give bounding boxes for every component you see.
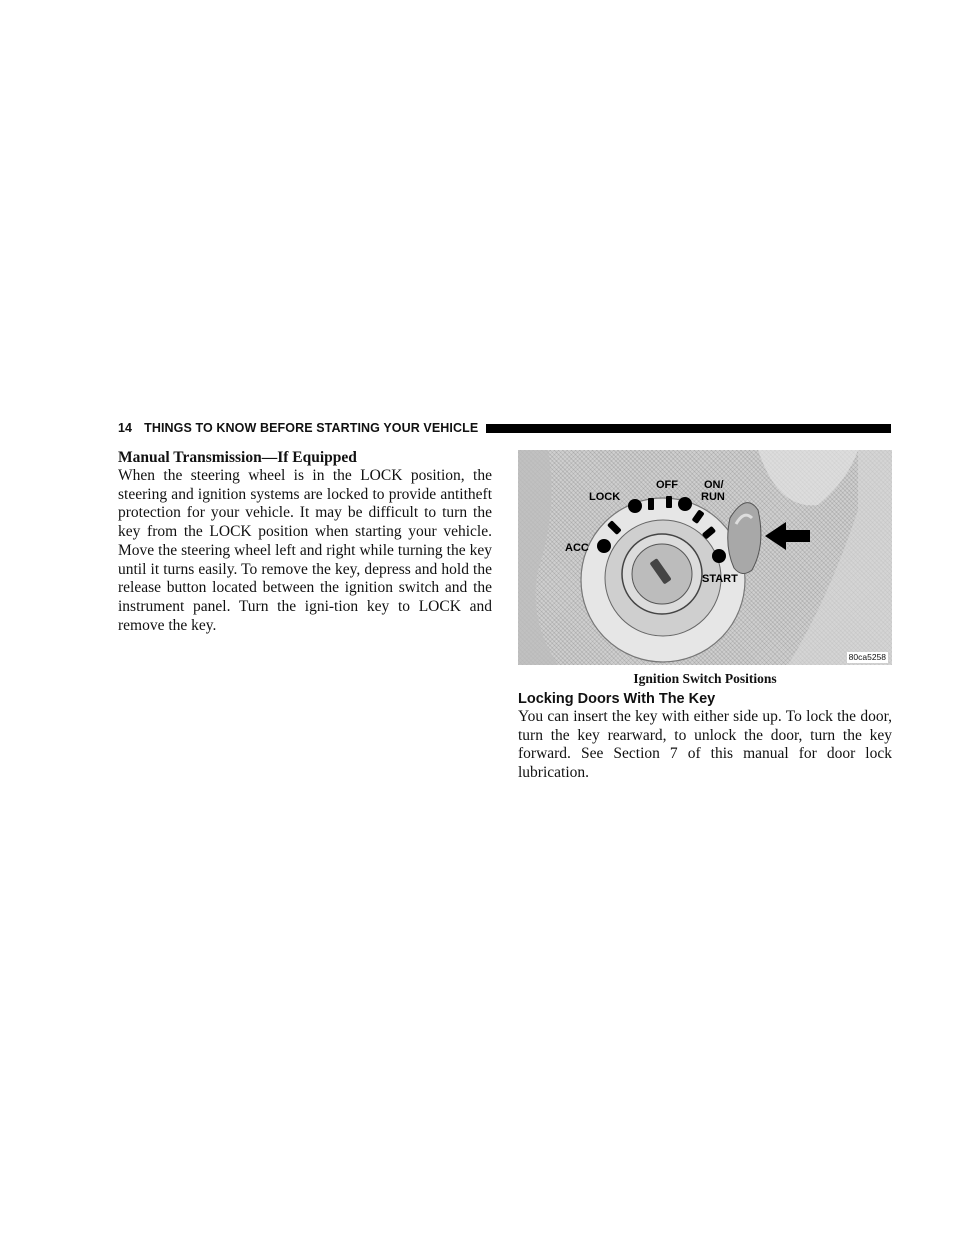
figure-id: 80ca5258 <box>848 652 886 662</box>
manual-transmission-paragraph: When the steering wheel is in the LOCK position, the steering and ignition systems are locked to provide antitheft protection for your vehicle. It may be difficult to turn the key from the LOCK position when starting your vehicle. Move the steering wheel left and right while turning the key until it turns easily. To remove the key, depress and hold the release button located between the ignition switch and the instrument panel. Turn the igni-tion key to LOCK and remove the key. <box>118 467 492 634</box>
locking-doors-heading: Locking Doors With The Key <box>518 691 716 707</box>
section-title: THINGS TO KNOW BEFORE STARTING YOUR VEHICLE <box>144 421 479 435</box>
run-label: RUN <box>701 491 725 503</box>
right-column <box>518 450 892 783</box>
left-column <box>118 448 492 635</box>
locking-doors-paragraph: You can insert the key with either side up. To lock the door, turn the key rearward, to unlock the door, turn the key forward. See Section 7 of this manual for door lock lubrication. <box>518 708 892 782</box>
ignition-switch-illustration <box>518 450 892 665</box>
ignition-switch-figure <box>518 450 892 665</box>
on-label: ON/ <box>704 479 724 491</box>
start-label: START <box>702 573 738 585</box>
manual-transmission-heading: Manual Transmission—If Equipped <box>118 449 357 466</box>
lock-label: LOCK <box>589 491 621 503</box>
acc-label: ACC <box>565 542 589 554</box>
off-label: OFF <box>656 479 678 491</box>
header-rule <box>486 424 891 433</box>
page-header <box>118 419 891 437</box>
figure-caption: Ignition Switch Positions <box>633 671 777 686</box>
page-number: 14 <box>118 421 133 435</box>
